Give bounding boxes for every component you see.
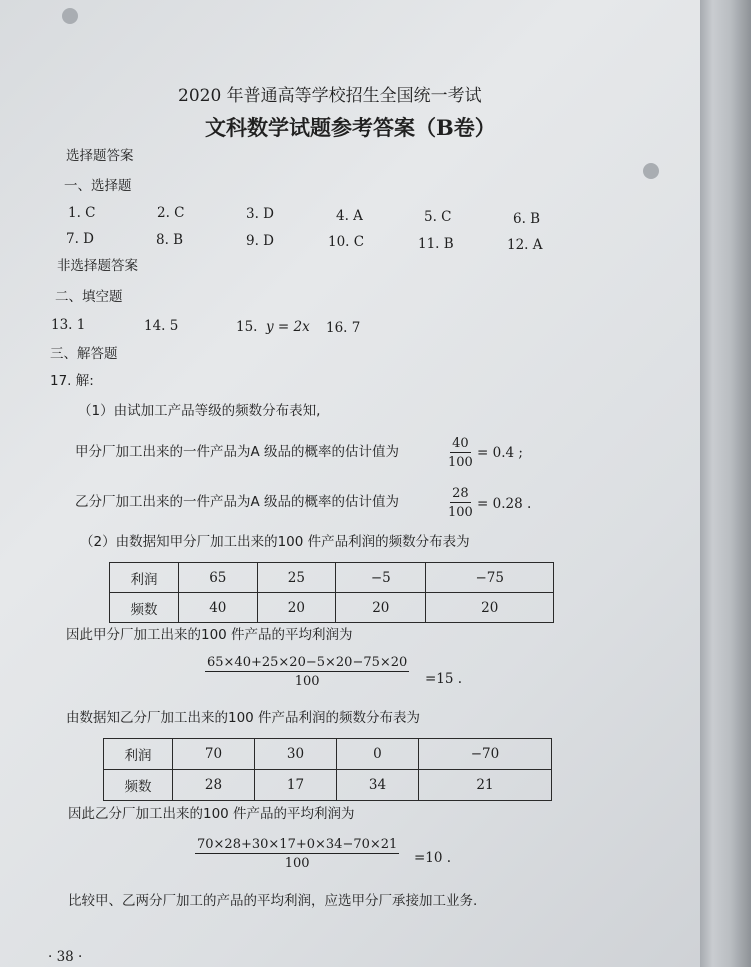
solution-text: 由数据知乙分厂加工出来的100 件产品利润的频数分布表为 (66, 710, 421, 726)
table-cell: 20 (426, 593, 554, 623)
mc-answer: 10. C (328, 234, 365, 250)
fraction-result: =10 . (414, 850, 452, 866)
table-cell: −75 (426, 563, 554, 593)
fraction-numerator: 70×28+30×17+0×34−70×21 (197, 837, 398, 852)
fraction-denominator: 100 (294, 674, 320, 689)
fraction (448, 487, 473, 519)
solution-text: 甲分厂加工出来的一件产品为A 级品的概率的估计值为 (75, 444, 400, 460)
book-spine (700, 0, 751, 967)
fill-answer: 15. (236, 319, 258, 335)
mc-answer: 4. A (336, 208, 363, 224)
mc-answer: 2. C (157, 205, 185, 221)
fill-answer: 13. 1 (51, 317, 86, 333)
section-heading: 二、填空题 (55, 289, 123, 305)
fill-answer: 16. 7 (326, 320, 361, 336)
table-cell: 34 (336, 770, 418, 801)
profit-frequency-table-yi (103, 738, 552, 801)
mc-answer: 5. C (424, 209, 452, 225)
mc-answer: 9. D (246, 233, 274, 249)
fraction (205, 656, 409, 688)
table-cell: 40 (179, 593, 258, 623)
conclusion-text: 比较甲、乙两分厂加工的产品的平均利润，应选甲分厂承接加工业务. (68, 893, 478, 909)
solution-text: （2）由数据知甲分厂加工出来的100 件产品利润的频数分布表为 (80, 534, 470, 550)
table-cell: 0 (336, 739, 418, 770)
row-label: 频数 (104, 770, 173, 801)
fraction (195, 838, 399, 870)
fraction-denominator: 100 (448, 455, 473, 470)
mc-answer: 7. D (66, 231, 94, 247)
profit-frequency-table-jia (109, 562, 554, 623)
fraction-denominator: 100 (448, 505, 473, 520)
mc-answer: 1. C (68, 205, 96, 221)
solution-text: （1）由试加工产品等级的频数分布表知, (78, 403, 321, 419)
mc-answer: 11. B (418, 236, 454, 252)
table-cell: 20 (336, 593, 426, 623)
fill-answer-expression: y = 2x (266, 319, 310, 335)
table-row (110, 563, 554, 593)
fraction-numerator: 28 (452, 486, 469, 501)
table-cell: 21 (418, 770, 551, 801)
mc-answer: 8. B (156, 232, 184, 248)
section-heading: 非选择题答案 (57, 258, 138, 274)
table-cell: −70 (418, 739, 551, 770)
fraction-result: = 0.28 . (477, 496, 532, 512)
mc-answer: 3. D (246, 206, 274, 222)
table-cell: 30 (254, 739, 336, 770)
exam-title: 2020 年普通高等学校招生全国统一考试 (178, 86, 482, 106)
fill-answer: 14. 5 (144, 318, 179, 334)
section-heading: 三、解答题 (50, 346, 118, 362)
fraction-result: = 0.4 ; (477, 445, 523, 461)
fraction-numerator: 40 (452, 436, 469, 451)
section-heading: 一、选择题 (64, 178, 132, 194)
row-label: 频数 (110, 593, 179, 623)
fraction-denominator: 100 (284, 856, 310, 871)
fraction (448, 437, 473, 469)
table-cell: 20 (257, 593, 336, 623)
table-cell: 25 (257, 563, 336, 593)
page-number: · 38 · (48, 949, 83, 965)
row-label: 利润 (110, 563, 179, 593)
table-cell: 17 (254, 770, 336, 801)
mc-answer: 12. A (507, 237, 543, 253)
section-heading: 选择题答案 (66, 148, 134, 164)
punch-hole (62, 8, 78, 24)
answer-title: 文科数学试题参考答案（B卷） (205, 115, 496, 140)
table-cell: 70 (173, 739, 255, 770)
question-label: 17. 解: (50, 373, 94, 389)
solution-text: 因此甲分厂加工出来的100 件产品的平均利润为 (66, 627, 353, 643)
row-label: 利润 (104, 739, 173, 770)
table-row (110, 593, 554, 623)
table-row (104, 770, 552, 801)
fraction-numerator: 65×40+25×20−5×20−75×20 (207, 655, 408, 670)
fraction-result: =15 . (425, 671, 463, 687)
solution-text: 因此乙分厂加工出来的100 件产品的平均利润为 (68, 806, 355, 822)
punch-hole (643, 163, 659, 179)
solution-text: 乙分厂加工出来的一件产品为A 级品的概率的估计值为 (75, 494, 400, 510)
mc-answer: 6. B (513, 211, 541, 227)
table-cell: 28 (173, 770, 255, 801)
table-cell: −5 (336, 563, 426, 593)
table-cell: 65 (179, 563, 258, 593)
table-row (104, 739, 552, 770)
